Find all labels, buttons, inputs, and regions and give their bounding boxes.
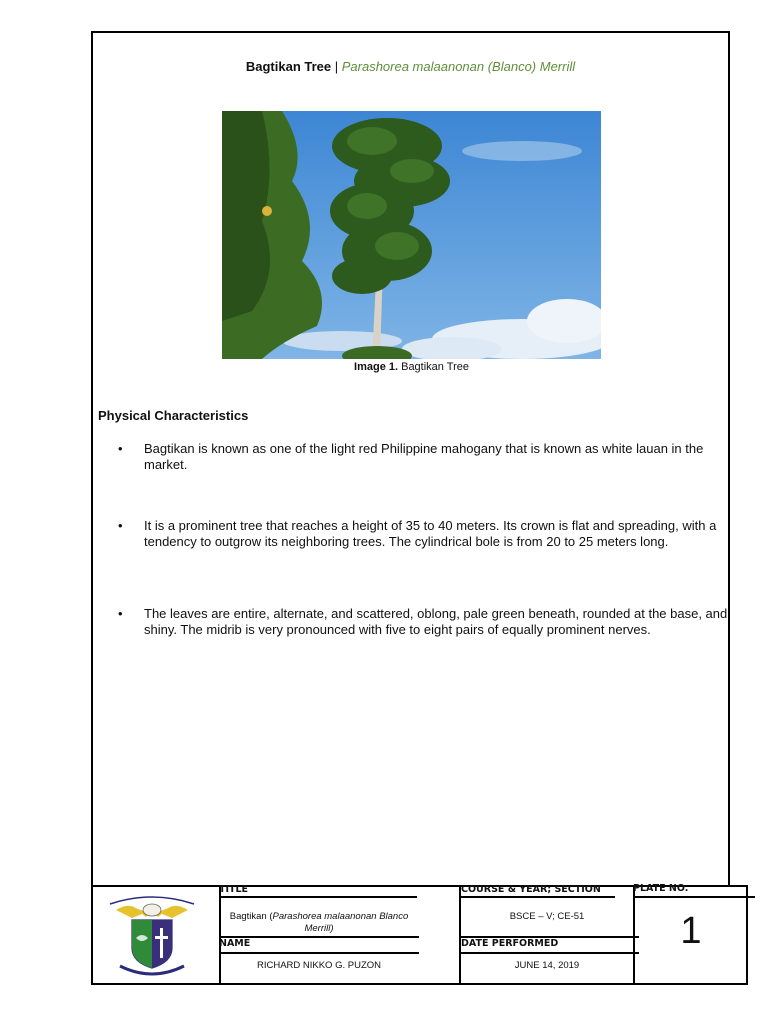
title-value-italic: Parashorea malaanonan Blanco Merrill) [272,911,409,934]
title-value [221,911,417,935]
title-label: TITLE [219,884,249,895]
caption-label: Image 1. [354,361,399,373]
tree-photo [222,111,601,359]
bullet-icon: • [118,518,123,533]
title-block-rule [633,896,755,898]
date-label: DATE PERFORMED [461,938,559,949]
school-seal-icon [102,890,202,980]
tree-photo-illustration [222,111,601,359]
bullet-text: The leaves are entire, alternate, and scattered, oblong, pale green beneath, rounded at the base, and shiny. The midrib is very pronounced with five to eight pairs of equally prominent nerves. [144,606,728,637]
common-name: Bagtikan Tree [245,59,332,74]
document-title [91,59,730,74]
scientific-name: Parashorea malaanonan (Blanco) Merrill [341,59,576,74]
figure-caption [222,361,601,373]
title-block-divider [633,885,635,985]
title-value-prefix: Bagtikan ( [229,911,273,922]
caption-text: Bagtikan Tree [398,361,469,373]
bullet-icon: • [118,606,123,621]
plate-number: 1 [680,910,702,952]
name-value: RICHARD NIKKO G. PUZON [256,960,382,971]
date-value: JUNE 14, 2019 [514,960,580,971]
plate-label: PLATE NO. [633,883,689,894]
course-value: BSCE – V; CE-51 [509,911,585,922]
title-block-rule [219,896,417,898]
title-separator: | [331,59,342,74]
title-block-rule [459,952,639,954]
bullet-text: Bagtikan is known as one of the light red Philippine mahogany that is known as white lauan in the market. [144,441,704,472]
bullet-text: It is a prominent tree that reaches a height of 35 to 40 meters. Its crown is flat and spreading, with a tendency to outgrow its neighboring trees. The cylindrical bole is from 20 to 25 meters long. [144,518,717,549]
title-block-rule [459,896,615,898]
name-label: NAME [219,938,251,949]
course-label: COURSE & YEAR; SECTION [461,884,601,895]
bullet-icon: • [118,441,123,456]
school-logo [102,890,202,980]
section-heading: Physical Characteristics [98,408,249,423]
title-block-rule [219,952,419,954]
